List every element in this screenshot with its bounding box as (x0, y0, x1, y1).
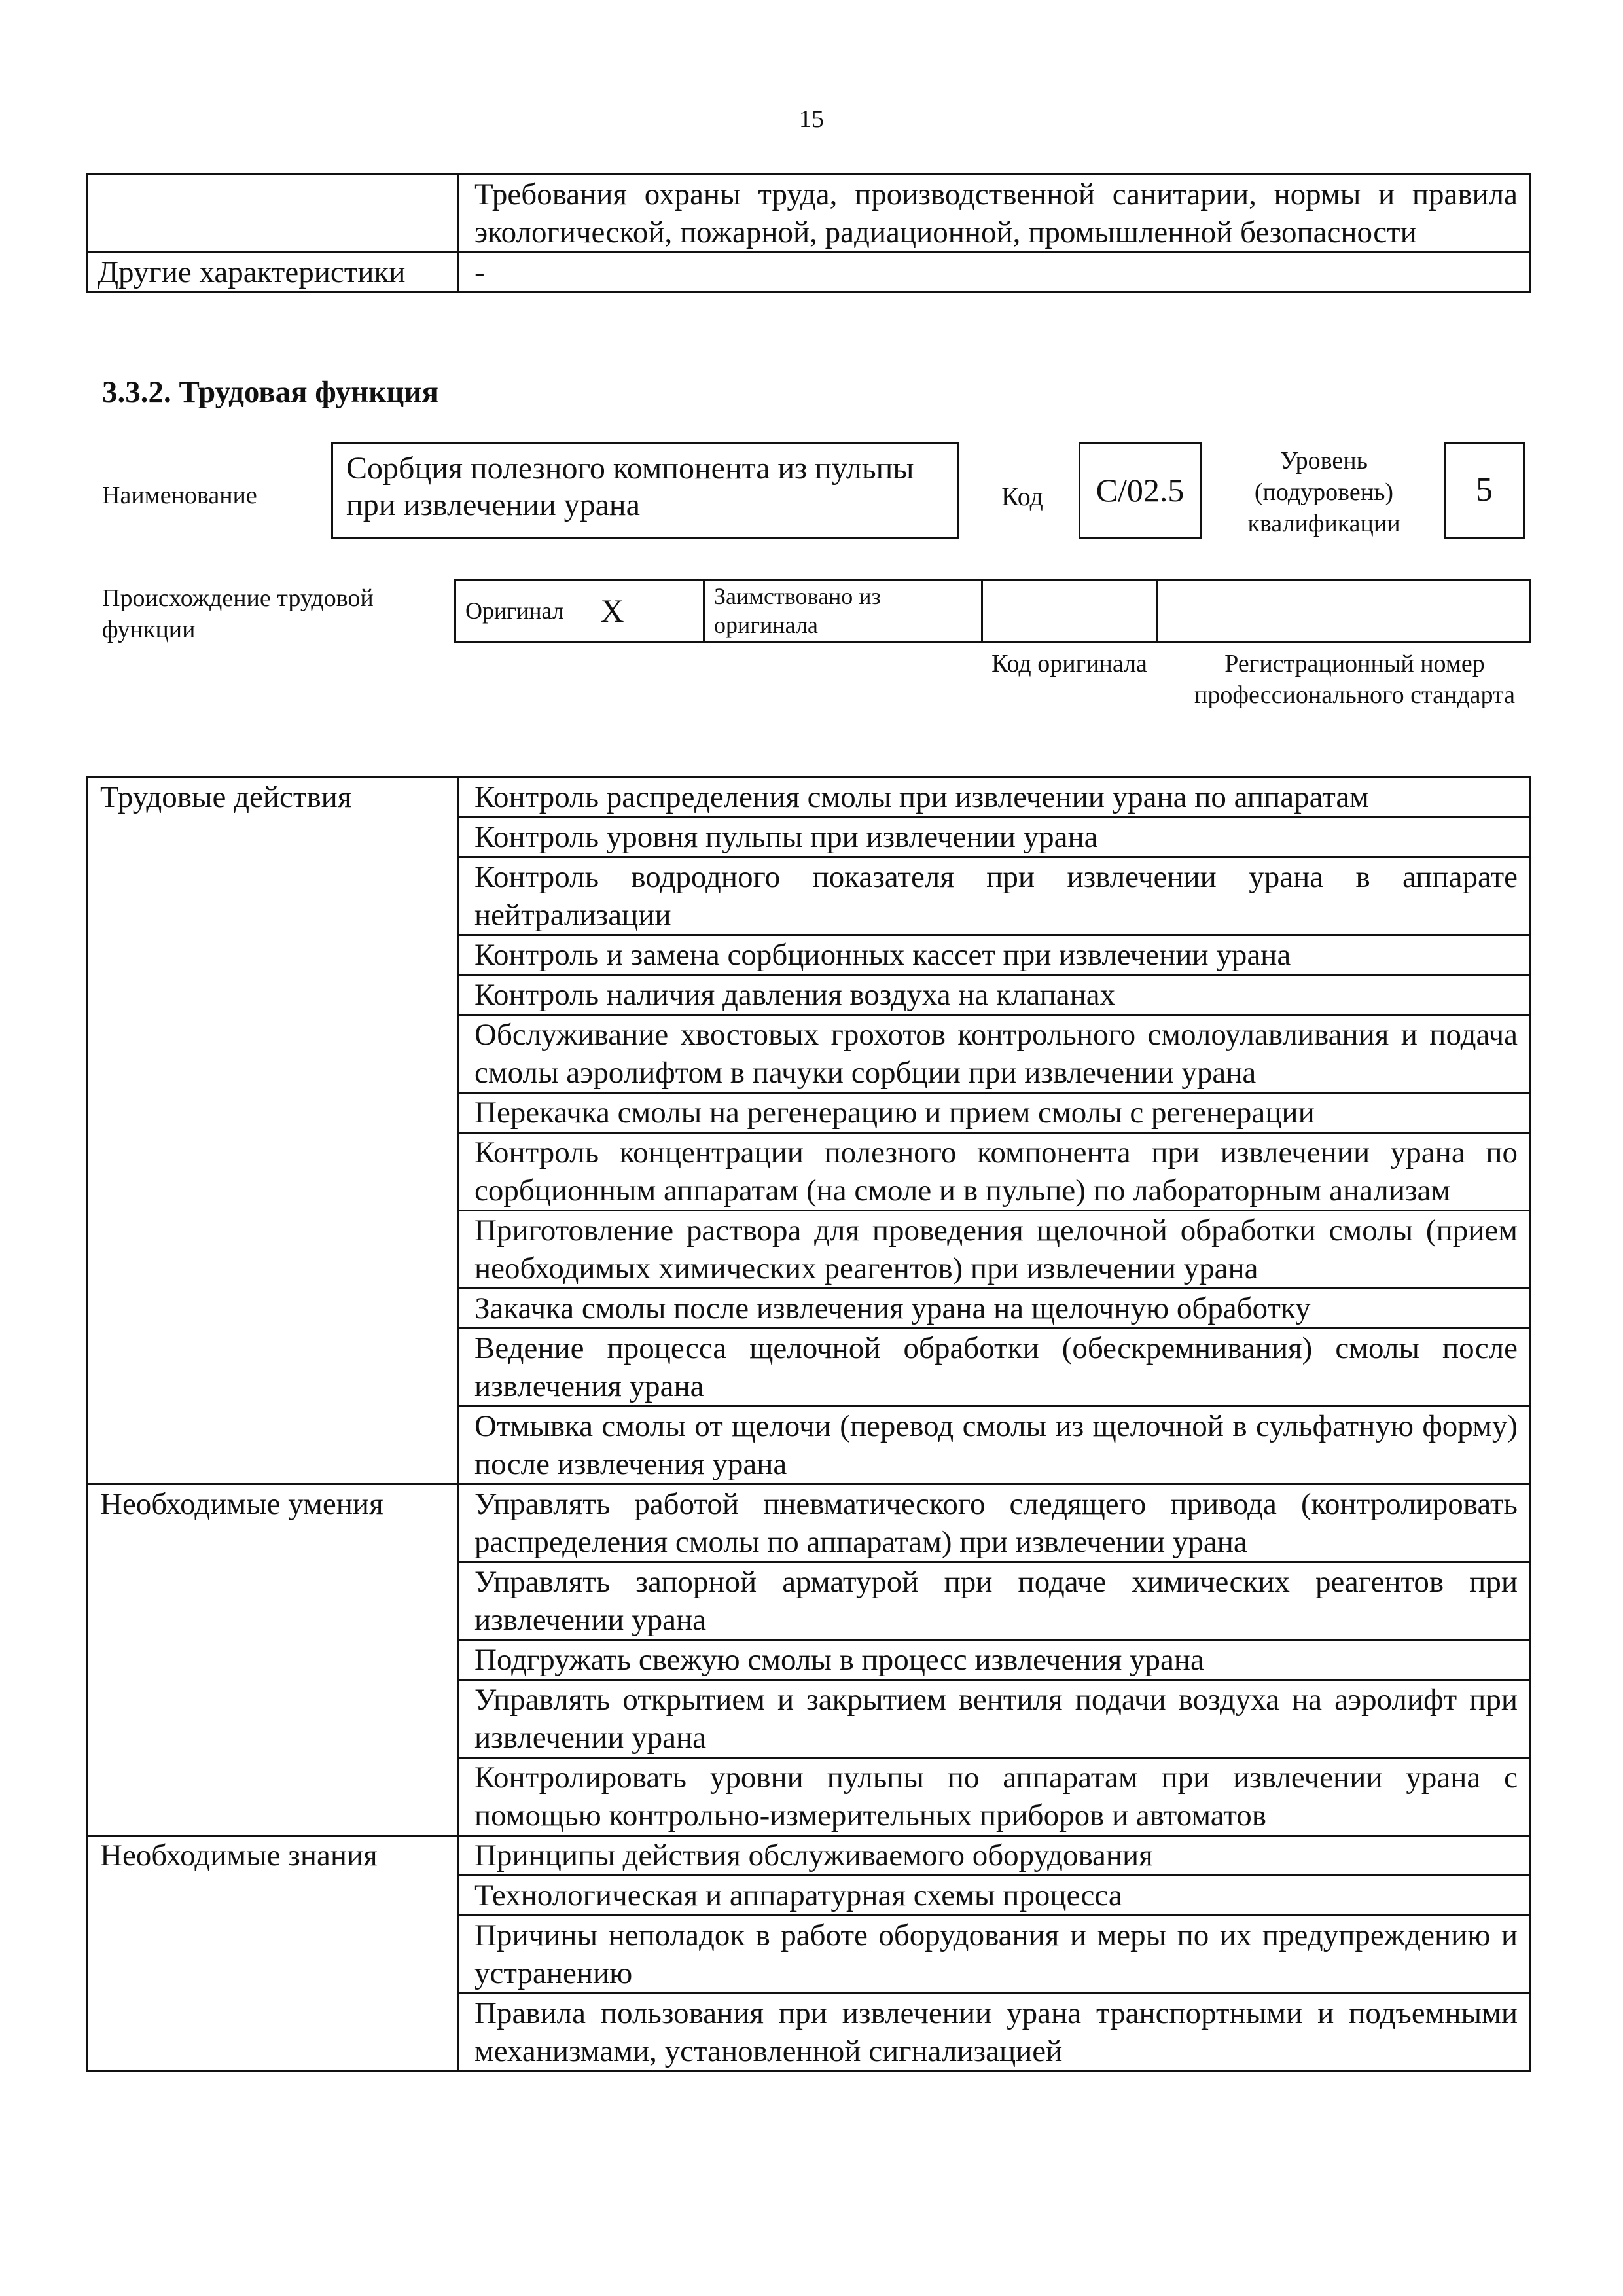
level-label-line: Уровень (1280, 447, 1368, 475)
table-row (88, 253, 1531, 293)
group-label: Необходимые умения (88, 1484, 458, 1836)
item-text: Управлять запорной арматурой при подаче химических реагентов при извлечении урана (458, 1562, 1531, 1640)
level-label (1216, 445, 1432, 539)
item-text: Контроль уровня пульпы при извлечении урана (458, 817, 1531, 857)
table-row (88, 1484, 1531, 1562)
row-value: - (458, 253, 1531, 293)
item-text: Контроль и замена сорбционных кассет при извлечении урана (458, 935, 1531, 975)
labor-function-body (88, 778, 1531, 2072)
row-label: Другие характеристики (88, 253, 458, 293)
item-text: Технологическая и аппаратурная схемы процесса (458, 1876, 1531, 1916)
level-box: 5 (1444, 442, 1525, 539)
origin-label: Происхождение трудовой функции (102, 584, 374, 643)
item-text: Контроль водродного показателя при извлечении урана в аппарате нейтрализации (458, 857, 1531, 935)
item-text: Ведение процесса щелочной обработки (обескремнивания) смолы после извлечения урана (458, 1329, 1531, 1407)
item-text: Управлять открытием и закрытием вентиля подачи воздуха на аэролифт при извлечении урана (458, 1680, 1531, 1758)
page-number: 15 (799, 105, 824, 133)
group-label: Необходимые знания (88, 1836, 458, 2072)
item-text: Закачка смолы после извлечения урана на щелочную обработку (458, 1289, 1531, 1329)
level-label-line: (подуровень) (1254, 478, 1394, 506)
item-text: Подгружать свежую смолы в процесс извлечения урана (458, 1640, 1531, 1680)
original-label: Оригинал (455, 580, 594, 642)
code-original-caption: Код оригинала (991, 650, 1147, 677)
item-text: Контроль распределения смолы при извлечении урана по аппаратам (458, 778, 1531, 817)
item-text: Перекачка смолы на регенерацию и прием смолы с регенерации (458, 1093, 1531, 1133)
item-text: Управлять работой пневматического следящего привода (контролировать распределения смолы по аппаратам) при извлечении урана (458, 1484, 1531, 1562)
origin-table (454, 579, 1531, 643)
item-text: Причины неполадок в работе оборудования и меры по их предупреждению и устранению (458, 1916, 1531, 1994)
item-text: Контроль концентрации полезного компонента при извлечении урана по сорбционным аппаратам (на смоле и в пульпе) по лабораторным анализам (458, 1133, 1531, 1211)
group-label: Трудовые действия (88, 778, 458, 1484)
code-box: C/02.5 (1079, 442, 1202, 539)
code-label: Код (1001, 482, 1043, 511)
item-text: Обслуживание хвостовых грохотов контрольного смолоулавливания и подача смолы аэролифтом в пачуки сорбции при извлечении урана (458, 1015, 1531, 1093)
reg-number-caption: Регистрационный номер профессионального стандарта (1194, 650, 1515, 709)
table-row (88, 175, 1531, 253)
original-mark: X (594, 580, 704, 642)
item-text: Контролировать уровни пульпы по аппаратам при извлечении урана с помощью контрольно-измерительных приборов и автоматов (458, 1758, 1531, 1836)
section-title: 3.3.2. Трудовая функция (102, 375, 438, 409)
table-row (88, 778, 1531, 817)
item-text: Отмывка смолы от щелочи (перевод смолы из щелочной в сульфатную форму) после извлечения урана (458, 1407, 1531, 1484)
item-text: Контроль наличия давления воздуха на клапанах (458, 975, 1531, 1015)
function-name-box: Сорбция полезного компонента из пульпы при извлечении урана (331, 442, 959, 539)
code-original-cell (982, 580, 1158, 642)
labor-function-table (86, 776, 1531, 2072)
item-text: Приготовление раствора для проведения щелочной обработки смолы (прием необходимых химических реагентов) при извлечении урана (458, 1211, 1531, 1289)
row-value: Требования охраны труда, производственной санитарии, нормы и правила экологической, пожарной, радиационной, промышленной безопасности (458, 175, 1531, 253)
table-row (455, 580, 1531, 642)
item-text: Правила пользования при извлечении урана транспортными и подъемными механизмами, установленной сигнализацией (458, 1994, 1531, 2072)
table-row (88, 1836, 1531, 1876)
borrowed-label: Заимствовано из оригинала (704, 580, 982, 642)
continuation-table (86, 173, 1531, 293)
item-text: Принципы действия обслуживаемого оборудования (458, 1836, 1531, 1876)
name-label: Наименование (102, 482, 257, 509)
reg-number-cell (1158, 580, 1531, 642)
row-label (88, 175, 458, 253)
level-label-line: квалификации (1247, 510, 1400, 537)
